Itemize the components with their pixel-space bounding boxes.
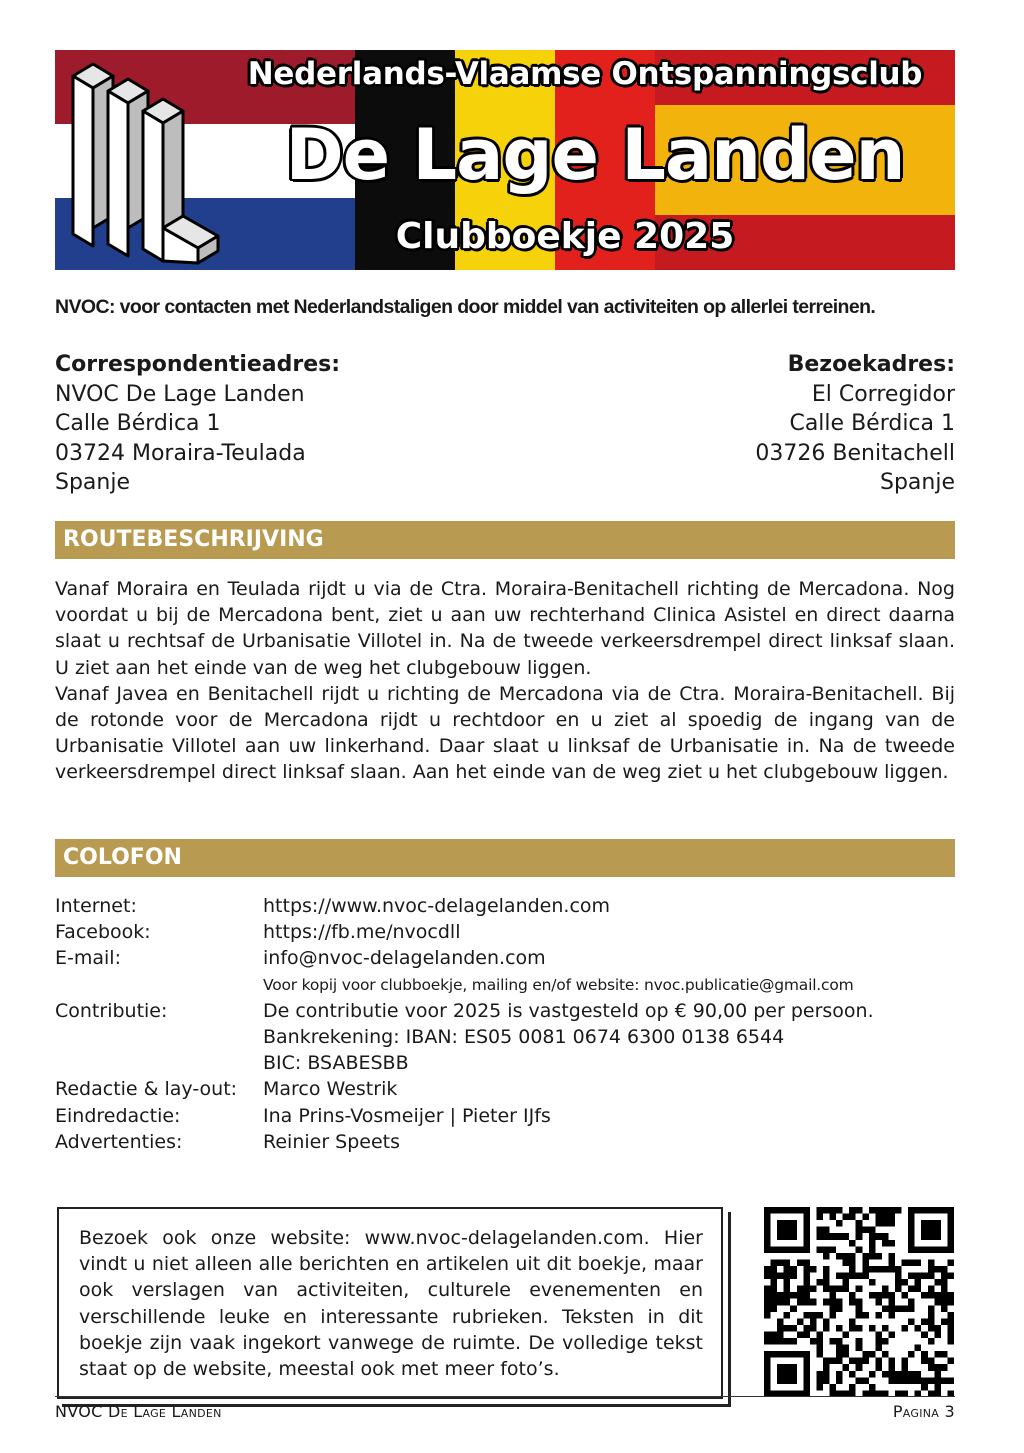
- bic-text: BIC: BSABESBB: [263, 1052, 409, 1075]
- LL-logo-icon: [63, 56, 223, 266]
- qr-code-icon[interactable]: [764, 1207, 954, 1397]
- colofon-row: [55, 972, 955, 998]
- colofon-row: [55, 893, 955, 919]
- colofon-row: [55, 998, 955, 1024]
- route-section-heading: ROUTEBESCHRIJVING: [55, 521, 955, 559]
- visit-heading: Bezoekadres:: [787, 352, 955, 377]
- website-link[interactable]: https://www.nvoc-delagelanden.com: [263, 895, 611, 917]
- editor-name: Marco Westrik: [263, 1078, 398, 1101]
- website-info-text: Bezoek ook onze website: www.nvoc-delagelanden.com. Hier vindt u niet alleen alle berichten en artikelen uit dit boekje, maar ook verslagen van activiteiten, culturele evenementen en verschillende leuke en interessante rubrieken. Teksten in dit boekje zijn vaak ingekort vanwege de ruimte. De volledige tekst staat op de website, meestal ook met meer foto’s.: [79, 1227, 703, 1381]
- colofon-row: [55, 1024, 955, 1050]
- facebook-link[interactable]: https://fb.me/nvocdll: [263, 921, 461, 944]
- colofon-row: [55, 1050, 955, 1076]
- colofon-label: E-mail:: [55, 947, 121, 970]
- colofon-label: Redactie & lay-out:: [55, 1078, 238, 1101]
- publication-email-note: Voor kopij voor clubboekje, mailing en/of website: nvoc.publicatie@gmail.com: [263, 975, 854, 994]
- header-banner: [55, 50, 955, 270]
- final-editors-names: Ina Prins-Vosmeijer | Pieter IJfs: [263, 1104, 551, 1127]
- colofon-label: Internet:: [55, 895, 137, 917]
- colofon-label: [55, 972, 263, 998]
- colofon-label: [55, 1050, 263, 1076]
- correspondence-address: [55, 350, 340, 498]
- colofon-label: Advertenties:: [55, 1130, 183, 1153]
- website-info-box: [57, 1207, 723, 1399]
- colofon-row: [55, 945, 955, 971]
- address-line: 03724 Moraira-Teulada: [55, 440, 306, 466]
- email-link[interactable]: info@nvoc-delagelanden.com: [263, 947, 546, 970]
- footer-club-name: NVOC De Lage Landen: [55, 1402, 222, 1421]
- address-line: NVOC De Lage Landen: [55, 381, 305, 407]
- colofon-label: [55, 1024, 263, 1050]
- colofon-row: [55, 1129, 955, 1155]
- banner-subtitle: Clubboekje 2025: [395, 216, 735, 257]
- colofon-table: [55, 893, 955, 1155]
- correspondence-heading: Correspondentieadres:: [55, 352, 341, 377]
- address-line: Calle Bérdica 1: [55, 411, 221, 436]
- banner-supertitle: Nederlands-Vlaamse Ontspanningsclub: [247, 56, 923, 92]
- colofon-row: [55, 1076, 955, 1102]
- contribution-text: De contributie voor 2025 is vastgesteld op € 90,00 per persoon.: [263, 999, 874, 1022]
- route-paragraph: Vanaf Moraira en Teulada rijdt u via de Ctra. Moraira-Benitachell richting de Mercadona. Nog voordat u bij de Mercadona bent, ziet u aan uw rechterhand Clinica Asistel en direct daarna slaat u rechtsaf de Urbanisatie Villotel in. Na de tweede verkeersdrempel direct linksaf slaan. U ziet aan het einde van de weg het clubgebouw liggen.: [55, 578, 955, 679]
- colofon-section-heading: COLOFON: [55, 839, 955, 877]
- footer-page-number: Pagina 3: [892, 1402, 955, 1421]
- address-line: Spanje: [879, 470, 955, 495]
- address-line: 03726 Benitachell: [755, 440, 955, 466]
- advertising-contact: Reinier Speets: [263, 1130, 401, 1153]
- colofon-row: [55, 919, 955, 945]
- address-line: Calle Bérdica 1: [789, 411, 955, 436]
- route-paragraph: Vanaf Javea en Benitachell rijdt u richting de Mercadona via de Ctra. Moraira-Benitachell. Bij de rotonde voor de Mercadona rijdt u rechtdoor en u ziet al spoedig de ingang van de Urbanisatie Villotel aan uw linkerhand. Daar slaat u linksaf de Urbanisatie in. Na de tweede verkeersdrempel direct linksaf slaan. Aan het einde van de weg ziet u het clubgebouw liggen.: [55, 682, 955, 784]
- bank-account-text: Bankrekening: IBAN: ES05 0081 0674 6300 0138 6544: [263, 1026, 785, 1049]
- route-description: [55, 576, 955, 786]
- colofon-label: Eindredactie:: [55, 1104, 181, 1127]
- visit-address: [755, 350, 955, 498]
- tagline: NVOC: voor contacten met Nederlandstaligen door middel van activiteiten op allerlei terreinen.: [55, 296, 876, 318]
- colofon-label: Contributie:: [55, 999, 168, 1022]
- address-line: Spanje: [55, 470, 131, 495]
- colofon-label: Facebook:: [55, 921, 151, 944]
- banner-title: De Lage Landen: [285, 114, 905, 196]
- colofon-row: [55, 1103, 955, 1129]
- address-line: El Corregidor: [811, 381, 955, 407]
- footer-divider: [55, 1396, 955, 1397]
